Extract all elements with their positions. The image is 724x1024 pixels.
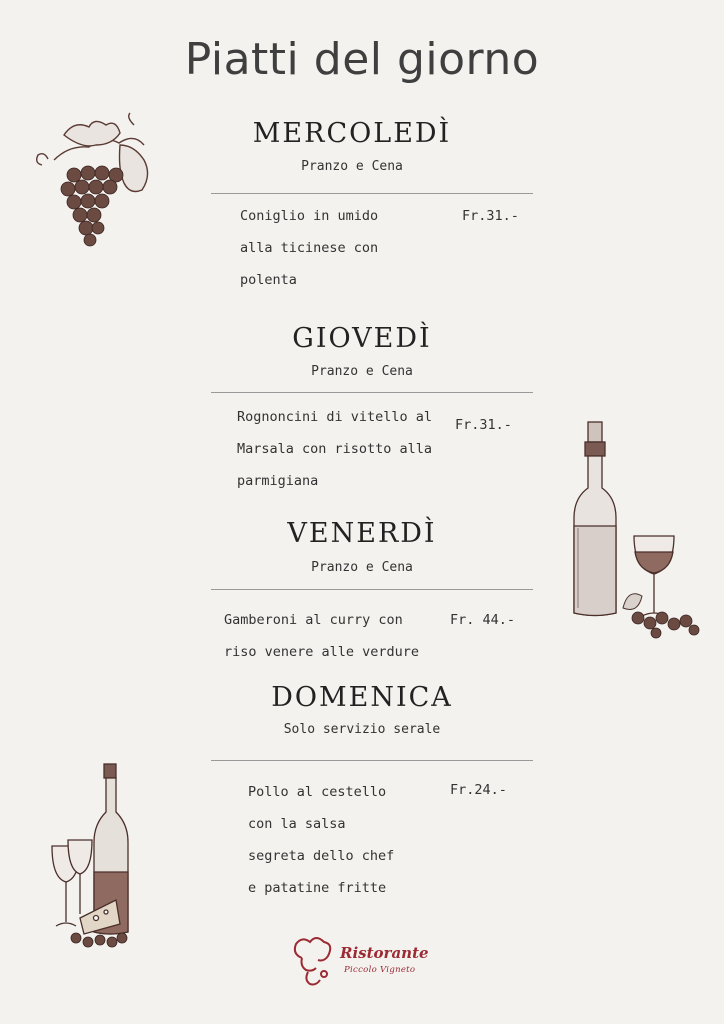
- dish-venerdi: [224, 604, 419, 668]
- divider: [211, 392, 533, 393]
- divider: [211, 589, 533, 590]
- grapes-illustration: [34, 115, 159, 255]
- price-mercoledi: Fr.31.-: [462, 208, 519, 224]
- dish-line: Pollo al cestello: [248, 784, 387, 800]
- dish-line: Rognoncini di vitello al: [237, 409, 433, 425]
- service-label-domenica: Solo servizio serale: [283, 722, 441, 737]
- wine-cheese-illustration: [46, 762, 136, 950]
- dish-line: con la salsa: [248, 816, 346, 832]
- dish-line: alla ticinese con: [240, 240, 379, 256]
- price-giovedi: Fr.31.-: [455, 417, 512, 433]
- service-label-mercoledi: Pranzo e Cena: [301, 159, 403, 174]
- price-domenica: Fr.24.-: [450, 782, 507, 798]
- dish-line: Coniglio in umido: [240, 208, 379, 224]
- logo-name: Ristorante: [340, 944, 429, 962]
- dish-line: parmigiana: [237, 473, 319, 489]
- service-label-giovedi: Pranzo e Cena: [311, 364, 413, 379]
- day-heading-mercoledi: MERCOLEDÌ: [252, 118, 452, 149]
- page-title: Piatti del giorno: [184, 34, 540, 85]
- dish-line: riso venere alle verdure: [224, 644, 420, 660]
- dish-giovedi: [237, 401, 432, 497]
- divider: [211, 193, 533, 194]
- dish-line: polenta: [240, 272, 297, 288]
- dish-mercoledi: [240, 200, 378, 296]
- divider: [211, 760, 533, 761]
- wine-bottle-glass-illustration: [568, 418, 704, 643]
- day-heading-domenica: DOMENICA: [271, 682, 453, 713]
- dish-domenica: [248, 776, 394, 904]
- dish-line: Marsala con risotto alla: [237, 441, 433, 457]
- dish-line: Gamberoni al curry con: [224, 612, 403, 628]
- price-venerdi: Fr. 44.-: [450, 612, 516, 628]
- day-heading-giovedi: GIOVEDÌ: [292, 323, 432, 354]
- logo-subtitle: Piccolo Vigneto: [344, 965, 416, 975]
- dish-line: segreta dello chef: [248, 848, 395, 864]
- dish-line: e patatine fritte: [248, 880, 387, 896]
- chef-hat-logo-icon: [290, 936, 336, 988]
- day-heading-venerdi: VENERDÌ: [287, 518, 437, 549]
- service-label-venerdi: Pranzo e Cena: [311, 560, 413, 575]
